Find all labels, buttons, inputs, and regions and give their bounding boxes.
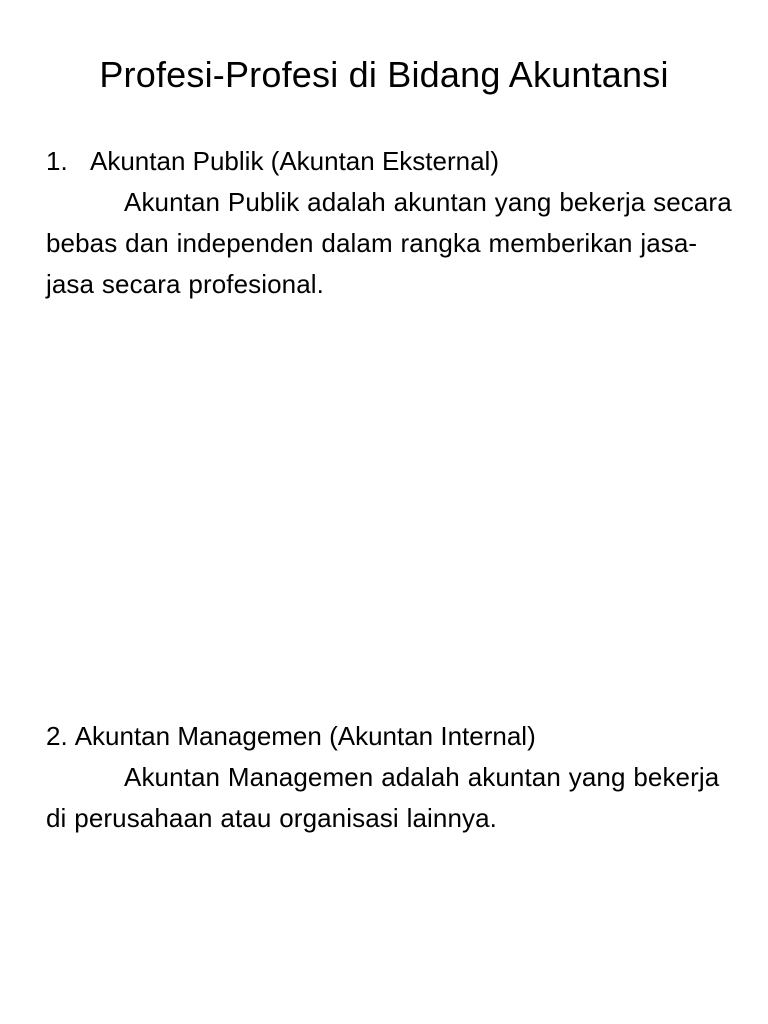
section-heading [46,716,736,757]
slide-title: Profesi-Profesi di Bidang Akuntansi [99,54,669,95]
section-akuntan-publik [46,141,736,305]
section-paragraph: Akuntan Managemen adalah akuntan yang bekerja di perusahaan atau organisasi lainnya. [46,762,720,833]
section-paragraph: Akuntan Publik adalah akuntan yang bekerja secara bebas dan independen dalam rangka memberikan jasa-jasa secara profesional. [46,187,732,299]
section-number: 2. [46,721,68,751]
section-number: 1. [46,146,68,176]
section-heading-text: Akuntan Managemen (Akuntan Internal) [74,721,536,751]
section-heading [46,141,736,182]
section-akuntan-managemen [46,716,736,839]
section-heading-text: Akuntan Publik (Akuntan Eksternal) [90,146,499,176]
